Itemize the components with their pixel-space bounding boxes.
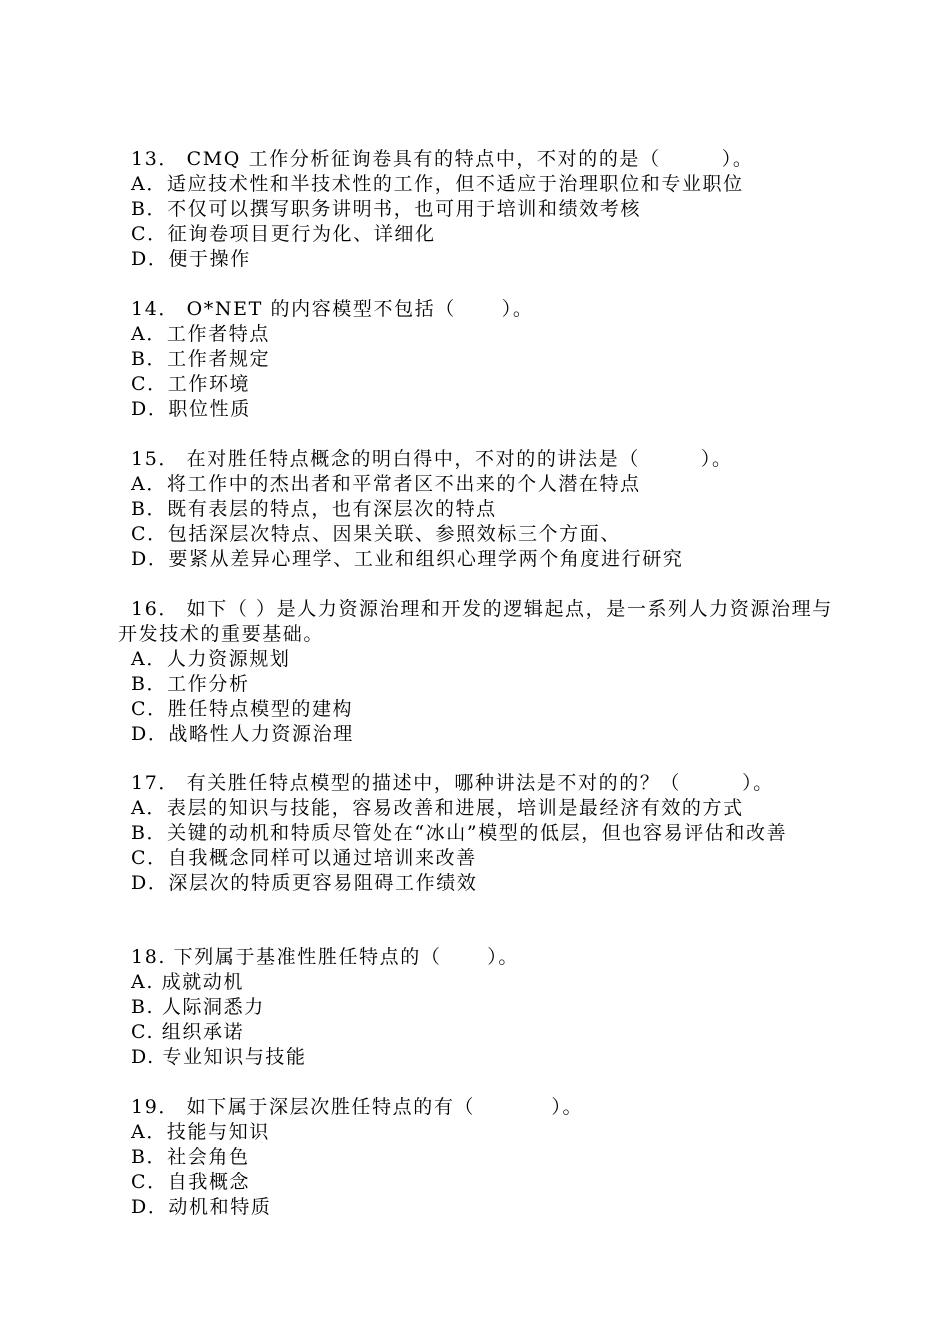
option-d: D. 专业知识与技能 <box>131 1046 307 1068</box>
question-stem: 16． 如下（ ）是人力资源治理和开发的逻辑起点，是一系列人力资源治理与开发技术的重要基础。 <box>118 598 833 645</box>
question-18 <box>118 945 848 1070</box>
option-a: A. 成就动机 <box>131 971 245 993</box>
question-14 <box>118 297 848 422</box>
question-15 <box>118 447 848 572</box>
option-a: A．技能与知识 <box>131 1121 270 1143</box>
question-stem: 14． O*NET 的内容模型不包括（ ）。 <box>131 298 534 320</box>
option-a: A．工作者特点 <box>131 323 270 345</box>
option-b: B. 人际洞悉力 <box>131 996 265 1018</box>
option-c: C．工作环境 <box>131 373 251 395</box>
option-c: C．自我概念 <box>131 1171 251 1193</box>
question-stem: 15． 在对胜任特点概念的明白得中，不对的的讲法是（ ）。 <box>131 448 733 470</box>
option-d: D．便于操作 <box>131 248 251 270</box>
option-d: D．职位性质 <box>131 398 251 420</box>
option-c: C. 组织承诺 <box>131 1021 245 1043</box>
option-b: B．工作分析 <box>131 673 250 695</box>
option-d: D．战略性人力资源治理 <box>131 723 354 745</box>
option-b: B．关键的动机和特质尽管处在“冰山”模型的低层，但也容易评估和改善 <box>131 822 788 844</box>
question-stem: 19． 如下属于深层次胜任特点的有（ ）。 <box>131 1096 584 1118</box>
question-13 <box>118 147 848 272</box>
question-17 <box>118 771 848 896</box>
option-d: D．动机和特质 <box>131 1196 272 1218</box>
option-a: A．表层的知识与技能，容易改善和进展，培训是最经济有效的方式 <box>131 797 744 819</box>
option-b: B．工作者规定 <box>131 348 271 370</box>
question-19 <box>118 1095 848 1220</box>
option-c: C．自我概念同样可以通过培训来改善 <box>131 847 477 869</box>
option-d: D．深层次的特质更容易阻碍工作绩效 <box>131 872 478 894</box>
option-c: C．征询卷项目更行为化、详细化 <box>131 223 436 245</box>
question-stem: 17． 有关胜任特点模型的描述中，哪种讲法是不对的的？（ ）。 <box>131 772 774 794</box>
option-b: B．社会角色 <box>131 1146 250 1168</box>
question-stem: 18. 下列属于基准性胜任特点的（ ）。 <box>131 946 519 968</box>
option-a: A．人力资源规划 <box>131 648 291 670</box>
option-b: B．不仅可以撰写职务讲明书，也可用于培训和绩效考核 <box>131 198 641 220</box>
question-16 <box>118 597 848 747</box>
question-stem: 13． CMQ 工作分析征询卷具有的特点中，不对的的是（ ）。 <box>131 148 754 170</box>
option-b: B．既有表层的特点，也有深层次的特点 <box>131 498 497 520</box>
option-d: D．要紧从差异心理学、工业和组织心理学两个角度进行研究 <box>131 548 684 570</box>
option-a: A．适应技术性和半技术性的工作，但不适应于治理职位和专业职位 <box>131 173 744 195</box>
option-a: A．将工作中的杰出者和平常者区不出来的个人潜在特点 <box>131 473 641 495</box>
option-c: C．胜任特点模型的建构 <box>131 698 354 720</box>
option-c: C．包括深层次特点、因果关联、参照效标三个方面、 <box>131 523 621 545</box>
